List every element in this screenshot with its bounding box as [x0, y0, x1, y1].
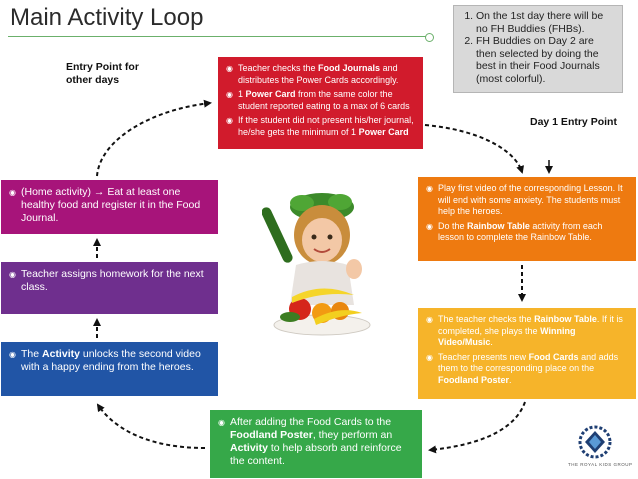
bullet: ◉ Teacher checks the Food Journals and distributes the Power Cards accordingly. — [226, 63, 417, 86]
bullet: ◉ 1 Power Card from the same color the student reported eating to a max of 6 cards — [226, 89, 417, 112]
note-item: 1. On the 1st day there will be no FH Buddies (FHBs). — [476, 10, 616, 35]
assign-homework-box — [1, 262, 218, 314]
arrow-bottom-to-activity — [98, 405, 205, 448]
note-item: 2. FH Buddies on Day 2 are then selected by doing the best in their Food Journals (most colorful). — [476, 35, 616, 85]
home-activity-box — [1, 180, 218, 234]
bullet: ◉ Play first video of the corresponding Lesson. It will end with some anxiety. The students must help the heroes. — [426, 183, 630, 218]
entry-point-other-days-label: Entry Point for other days — [66, 61, 139, 86]
activity-unlocks-video-box — [1, 342, 218, 396]
arrow-top-to-play — [425, 125, 522, 172]
bullet: ◉ After adding the Food Cards to the Foodland Poster, they perform an Activity to help absorb and reinforce the content. — [218, 416, 416, 468]
bullet: ◉ (Home activity) → Eat at least one healthy food and register it in the Food Journal. — [9, 186, 212, 225]
bullet: ◉ Teacher assigns homework for the next class. — [9, 268, 212, 294]
bullet: ◉ Do the Rainbow Table activity from each lesson to complete the Rainbow Table. — [426, 221, 630, 244]
teacher-checks-journals-box — [218, 57, 423, 149]
bullet: ◉ The teacher checks the Rainbow Table. If it is completed, she plays the Winning Video/Music. — [426, 314, 630, 349]
rainbow-table-check-box — [418, 308, 636, 399]
arrow-rainbow-to-bottom — [430, 402, 525, 450]
bullet: ◉ The Activity unlocks the second video with a happy ending from the heroes. — [9, 348, 212, 374]
bullet: ◉ If the student did not present his/her journal, he/she gets the minimum of 1 Power Card — [226, 115, 417, 138]
bullet: ◉ Teacher presents new Food Cards and adds them to the corresponding place on the Foodland Poster. — [426, 352, 630, 387]
girl-with-fruit-image — [262, 185, 382, 345]
play-video-box — [418, 177, 636, 261]
arrow-home-to-top — [97, 103, 210, 176]
foodland-activity-box — [210, 410, 422, 478]
day1-entry-point-label: Day 1 Entry Point — [530, 116, 617, 128]
company-logo-text: THE ROYAL KIDS GROUP — [568, 462, 633, 467]
page-title: Main Activity Loop — [10, 4, 204, 31]
company-logo — [578, 425, 612, 459]
